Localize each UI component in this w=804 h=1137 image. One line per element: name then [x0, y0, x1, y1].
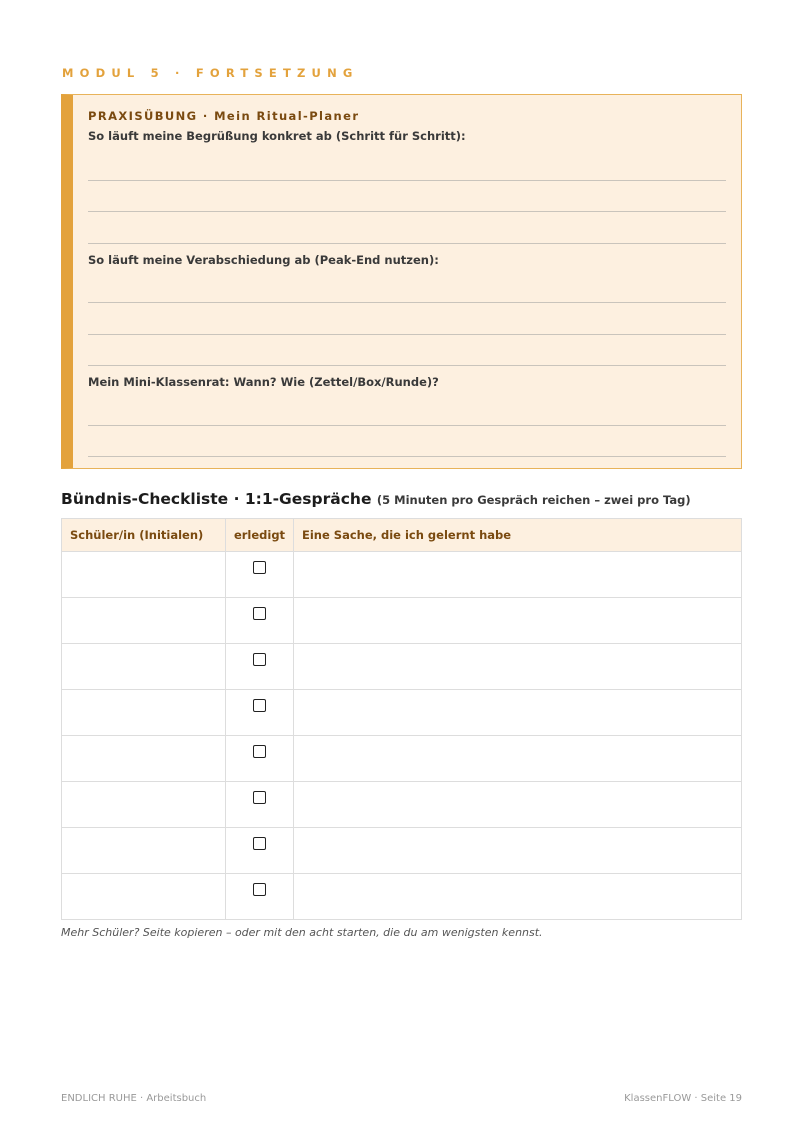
column-header-learned: Eine Sache, die ich gelernt habe: [294, 519, 742, 552]
cell-initials[interactable]: [62, 828, 226, 874]
done-checkbox[interactable]: [253, 607, 266, 620]
table-row: [62, 736, 742, 782]
done-checkbox[interactable]: [253, 883, 266, 896]
table-row: [62, 828, 742, 874]
cell-learned[interactable]: [294, 552, 742, 598]
writing-line[interactable]: [88, 425, 726, 426]
cell-done: [226, 598, 294, 644]
practice-title: PRAXISÜBUNG · Mein Ritual-Planer: [88, 109, 360, 123]
done-checkbox[interactable]: [253, 699, 266, 712]
done-checkbox[interactable]: [253, 745, 266, 758]
cell-learned[interactable]: [294, 828, 742, 874]
table-row: [62, 874, 742, 920]
cell-learned[interactable]: [294, 644, 742, 690]
writing-line[interactable]: [88, 456, 726, 457]
checklist-note: Mehr Schüler? Seite kopieren – oder mit den acht starten, die du am wenigsten kennst.: [61, 926, 543, 939]
practice-box: [61, 94, 742, 469]
cell-initials[interactable]: [62, 874, 226, 920]
cell-initials[interactable]: [62, 690, 226, 736]
writing-line[interactable]: [88, 243, 726, 244]
footer-left: ENDLICH RUHE · Arbeitsbuch: [61, 1093, 207, 1104]
checklist-heading: [61, 490, 691, 508]
cell-learned[interactable]: [294, 736, 742, 782]
cell-done: [226, 644, 294, 690]
cell-initials[interactable]: [62, 736, 226, 782]
cell-learned[interactable]: [294, 782, 742, 828]
checklist-table: [61, 518, 742, 920]
cell-learned[interactable]: [294, 598, 742, 644]
done-checkbox[interactable]: [253, 791, 266, 804]
cell-learned[interactable]: [294, 690, 742, 736]
module-label: MODUL 5 · FORTSETZUNG: [62, 66, 359, 80]
cell-initials[interactable]: [62, 644, 226, 690]
writing-line[interactable]: [88, 302, 726, 303]
done-checkbox[interactable]: [253, 561, 266, 574]
cell-learned[interactable]: [294, 874, 742, 920]
question-greeting: So läuft meine Begrüßung konkret ab (Schritt für Schritt):: [88, 129, 466, 143]
table-row: [62, 782, 742, 828]
column-header-done: erledigt: [226, 519, 294, 552]
checklist-subtitle: (5 Minuten pro Gespräch reichen – zwei pro Tag): [376, 493, 691, 507]
cell-done: [226, 552, 294, 598]
footer-right: KlassenFLOW · Seite 19: [624, 1093, 742, 1104]
checklist-title: Bündnis-Checkliste · 1:1-Gespräche: [61, 490, 372, 508]
done-checkbox[interactable]: [253, 653, 266, 666]
cell-done: [226, 736, 294, 782]
table-row: [62, 644, 742, 690]
cell-initials[interactable]: [62, 782, 226, 828]
cell-initials[interactable]: [62, 552, 226, 598]
writing-line[interactable]: [88, 180, 726, 181]
table-row: [62, 552, 742, 598]
cell-done: [226, 874, 294, 920]
question-farewell: So läuft meine Verabschiedung ab (Peak-End nutzen):: [88, 253, 439, 267]
writing-line[interactable]: [88, 211, 726, 212]
table-header-row: [62, 519, 742, 552]
writing-line[interactable]: [88, 334, 726, 335]
cell-done: [226, 782, 294, 828]
cell-done: [226, 828, 294, 874]
column-header-initials: Schüler/in (Initialen): [62, 519, 226, 552]
cell-done: [226, 690, 294, 736]
table-row: [62, 690, 742, 736]
writing-line[interactable]: [88, 365, 726, 366]
question-class-council: Mein Mini-Klassenrat: Wann? Wie (Zettel/Box/Runde)?: [88, 375, 439, 389]
done-checkbox[interactable]: [253, 837, 266, 850]
table-row: [62, 598, 742, 644]
cell-initials[interactable]: [62, 598, 226, 644]
